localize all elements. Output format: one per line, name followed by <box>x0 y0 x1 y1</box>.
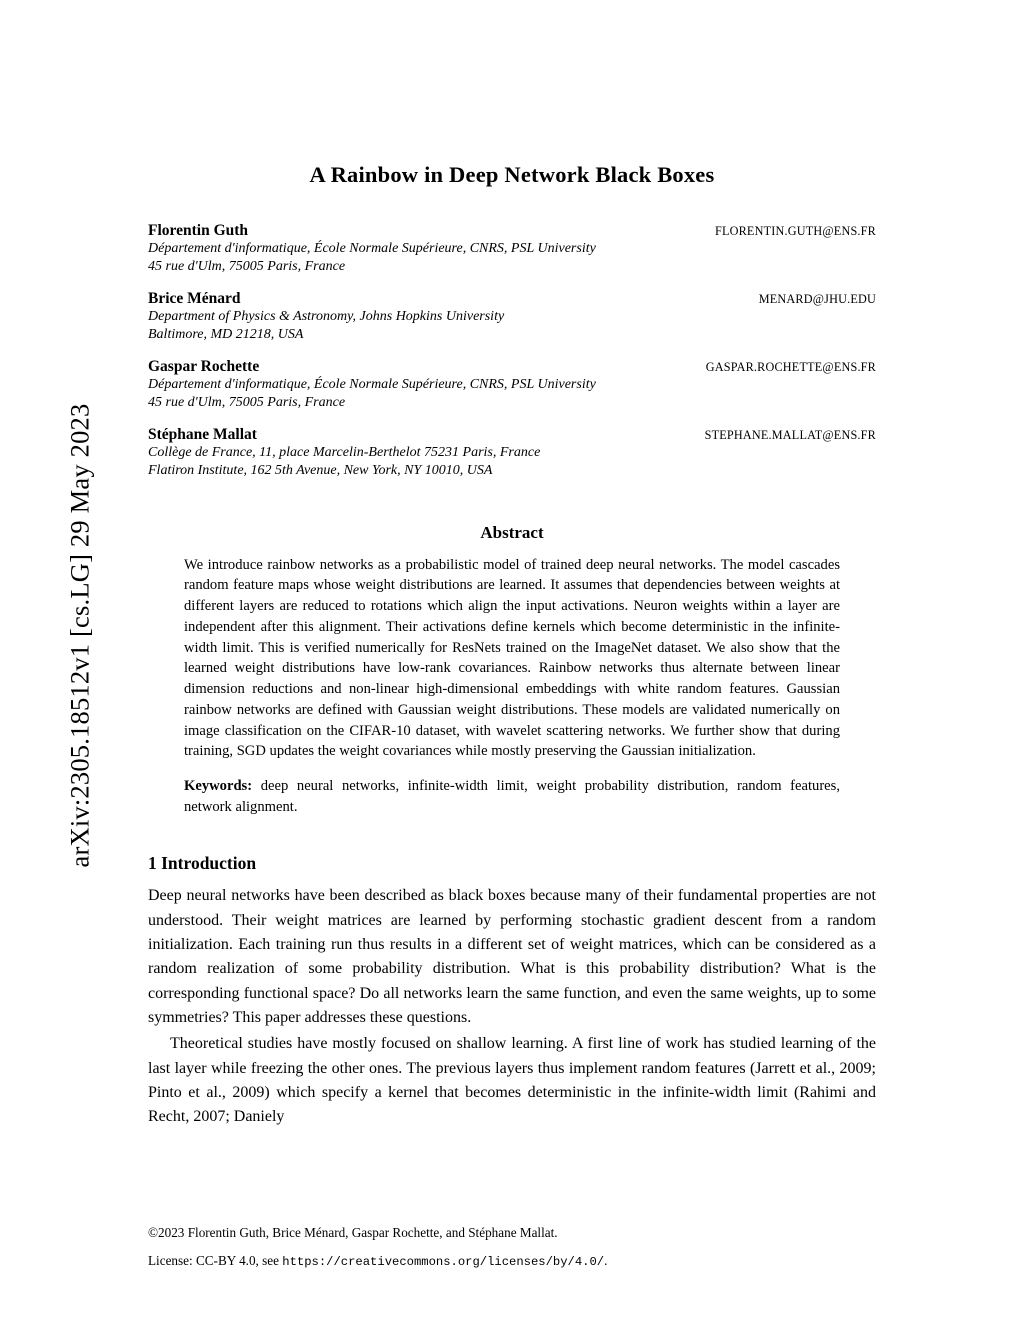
paper-page <box>148 0 876 1325</box>
author-affiliation-line: Flatiron Institute, 162 5th Avenue, New York, NY 10010, USA <box>148 463 493 479</box>
author-affiliation-line: 45 rue d'Ulm, 75005 Paris, France <box>148 259 346 275</box>
author-email: MENARD@JHU.EDU <box>758 291 876 306</box>
arxiv-stamp-text: arXiv:2305.18512v1 [cs.LG] 29 May 2023 <box>64 403 95 868</box>
keywords-text: deep neural networks, infinite-width limit, weight probability distribution, random features, network alignment. <box>184 777 840 815</box>
license-url[interactable]: https://creativecommons.org/licenses/by/4.0/ <box>282 1254 605 1269</box>
author-affiliation-line: Département d'informatique, École Normale Supérieure, CNRS, PSL University <box>148 241 596 256</box>
keywords-label: Keywords: <box>184 777 253 794</box>
author-entry <box>148 290 876 345</box>
author-name: Gaspar Rochette <box>148 357 260 375</box>
page-title: A Rainbow in Deep Network Black Boxes <box>309 162 715 187</box>
author-affiliation-line: Baltimore, MD 21218, USA <box>148 327 304 343</box>
author-email: FLORENTIN.GUTH@ENS.FR <box>714 224 876 238</box>
keywords-line <box>184 776 840 817</box>
author-name: Florentin Guth <box>148 222 249 239</box>
author-email: GASPAR.ROCHETTE@ENS.FR <box>705 359 876 374</box>
author-name: Brice Ménard <box>148 289 241 307</box>
author-affiliation-line: Collège de France, 11, place Marcelin-Berthelot 75231 Paris, France <box>148 444 541 460</box>
author-email: STEPHANE.MALLAT@ENS.FR <box>704 427 876 442</box>
author-affiliation-line: Department of Physics & Astronomy, Johns Hopkins University <box>148 308 505 324</box>
author-affiliation-line: Département d'informatique, École Normale Supérieure, CNRS, PSL University <box>148 376 596 392</box>
license-prefix: License: CC-BY 4.0, see <box>148 1252 283 1268</box>
page-footer <box>148 1223 876 1279</box>
paragraph: Theoretical studies have mostly focused on shallow learning. A first line of work has studied learning of the last layer while freezing the other ones. The previous layers thus implement random features (Jarrett et al., 2009; Pinto et al., 2009) which specify a kernel that becomes deterministic in the infinite-width limit (Rahimi and Recht, 2007; Daniely <box>148 1035 876 1126</box>
author-entry <box>148 358 876 413</box>
section-heading-introduction: 1 Introduction <box>148 853 257 874</box>
author-entry <box>148 426 876 481</box>
abstract-text: We introduce rainbow networks as a probabilistic model of trained deep neural networks. The model cascades random feature maps whose weight distributions are learned. It assumes that dependencies between weights at different layers are reduced to rotations which align the input activations. Neuron weights within a layer are independent after this alignment. Their activations define kernels which become deterministic in the infinite-width limit. This is verified numerically for ResNets trained on the ImageNet dataset. We also show that the learned weight distributions have low-rank covariances. Rainbow networks thus alternate between linear dimension reductions and non-linear high-dimensional embeddings with white random features. Gaussian rainbow networks are defined with Gaussian weight distributions. These models are validated numerically on image classification on the CIFAR-10 dataset, with wavelet scattering networks. We further show that during training, SGD updates the weight covariances while mostly preserving the Gaussian initialization. <box>184 556 840 760</box>
license-line <box>148 1251 876 1271</box>
author-affiliation-line: 45 rue d'Ulm, 75005 Paris, France <box>148 395 346 411</box>
license-suffix: . <box>604 1252 608 1268</box>
author-entry <box>148 222 876 277</box>
author-list <box>148 222 876 481</box>
abstract-heading: Abstract <box>480 522 544 542</box>
arxiv-stamp <box>0 0 120 1325</box>
author-name: Stéphane Mallat <box>148 425 257 443</box>
paragraph: Deep neural networks have been described as black boxes because many of their fundamental properties are not understood. Their weight matrices are learned by performing stochastic gradient descent from a random initialization. Each training run thus results in a different set of weight matrices, which can be considered as a random realization of some probability distribution. What is this probability distribution? What is the corresponding functional space? Do all networks learn the same function, and even the same weights, up to some symmetries? This paper addresses these questions. <box>148 887 876 1026</box>
copyright-line: ©2023 Florentin Guth, Brice Ménard, Gaspar Rochette, and Stéphane Mallat. <box>148 1224 558 1240</box>
